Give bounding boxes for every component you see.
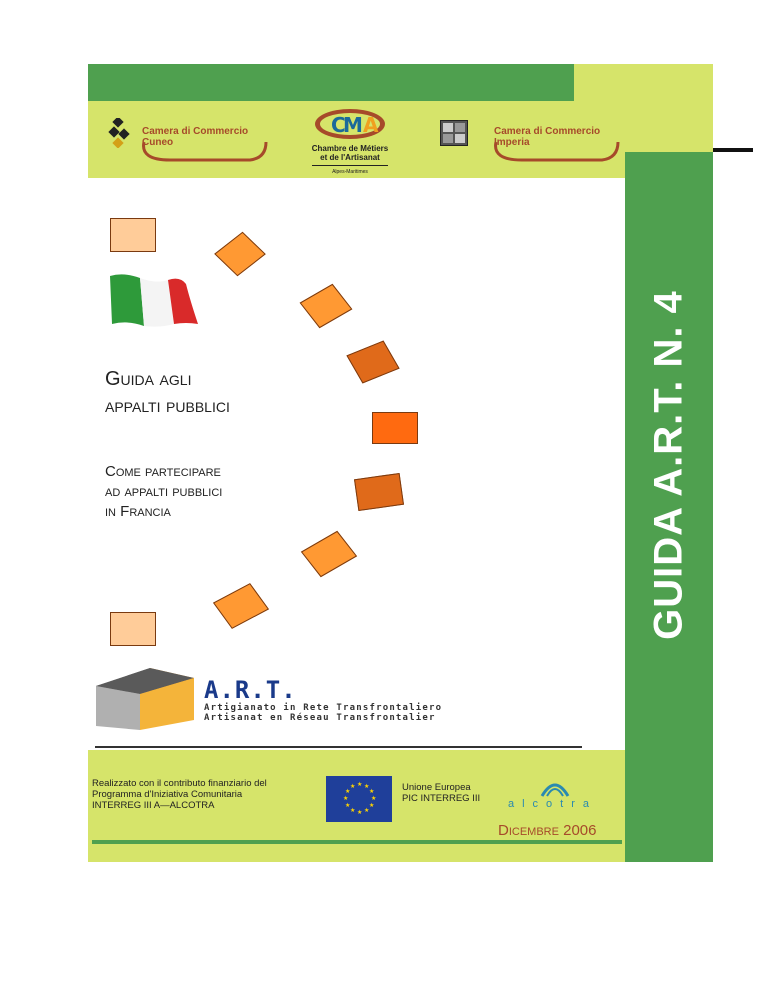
svg-text:C: C: [331, 113, 346, 137]
arc-square-9: [110, 612, 156, 646]
eu-text: Unione Europea PIC INTERREG III: [402, 782, 481, 804]
funding-text: Realizzato con il contributo finanziario del Programma d'Iniziativa Comunitaria INTERREG III A—ALCOTRA: [92, 778, 267, 811]
arc-square-3: [300, 284, 353, 328]
cuneo-logo-text: Camera di Commercio Cuneo: [142, 126, 249, 148]
header-rule: [713, 148, 753, 152]
cuneo-swoosh-icon: [140, 138, 268, 164]
arc-square-1: [110, 218, 156, 252]
svg-text:★: ★: [369, 802, 375, 809]
alcotra-label: alcotra: [508, 798, 598, 810]
svg-text:★: ★: [343, 795, 349, 802]
footer-rule: [92, 840, 622, 844]
arc-square-2: [214, 232, 266, 277]
svg-text:★: ★: [364, 807, 370, 814]
alcotra-logo-icon: [540, 776, 570, 798]
svg-text:A: A: [363, 113, 379, 137]
svg-text:M: M: [343, 113, 363, 137]
arc-square-7: [301, 531, 357, 577]
arc-square-5: [372, 412, 418, 444]
date-label: Dicembre 2006: [498, 822, 597, 839]
cma-logo-icon: [313, 106, 387, 142]
svg-text:★: ★: [345, 788, 351, 795]
svg-text:★: ★: [369, 788, 375, 795]
arc-square-8: [213, 583, 269, 629]
divider-line: [95, 746, 582, 748]
svg-text:★: ★: [357, 781, 363, 788]
art-subtitle: Artigianato in Rete Transfrontaliero Artisanat en Réseau Transfrontalier: [204, 703, 443, 723]
top-light-band: [574, 64, 713, 101]
top-green-band: [88, 64, 574, 101]
cuneo-logo-icon: [108, 118, 134, 148]
arc-square-6: [354, 473, 404, 511]
svg-text:★: ★: [371, 795, 377, 802]
imperia-swoosh-icon: [492, 138, 620, 164]
art-box-logo-icon: [94, 664, 196, 730]
svg-text:★: ★: [350, 807, 356, 814]
svg-text:★: ★: [357, 809, 363, 816]
side-title-text: GUIDA A.R.T. N. 4: [646, 289, 691, 640]
arc-square-4: [346, 341, 399, 384]
svg-text:★: ★: [364, 783, 370, 790]
svg-text:★: ★: [345, 802, 351, 809]
imperia-logo-icon: [440, 120, 468, 146]
subtitle: Come partecipare ad appalti pubblici in Francia: [105, 463, 223, 520]
main-title: Guida agli appalti pubblici: [105, 368, 230, 417]
side-title: [625, 152, 713, 777]
eu-flag-icon: [326, 776, 392, 822]
art-acronym: A.R.T.: [204, 676, 297, 704]
imperia-logo-text: Camera di Commercio Imperia: [494, 126, 601, 148]
italian-flag-icon: [106, 270, 200, 328]
svg-text:★: ★: [350, 783, 356, 790]
cma-logo-text: Chambre de Métiers et de l'Artisanat Alpes-Maritimes: [311, 144, 389, 175]
